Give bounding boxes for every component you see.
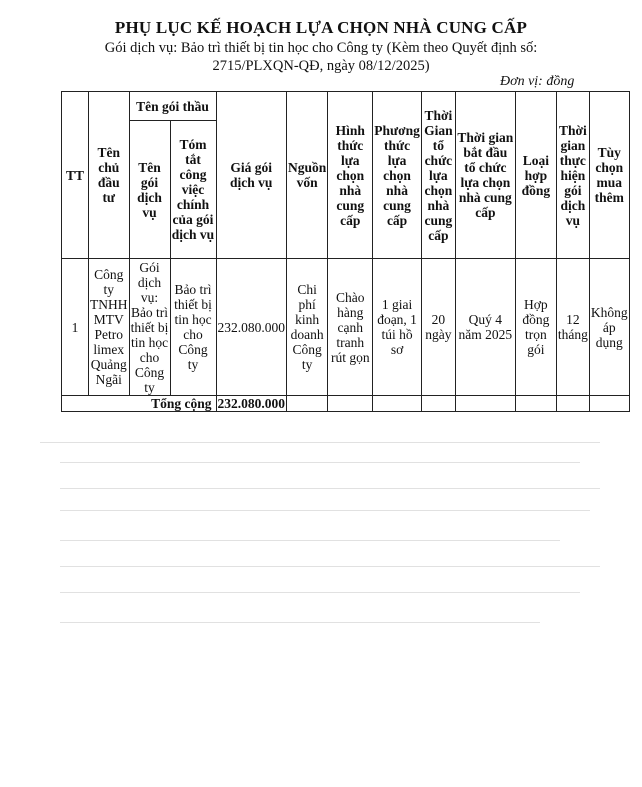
cell-price: 232.080.000 — [216, 259, 287, 396]
header-package-summary: Tóm tắt công việc chính của gói dịch vụ — [170, 121, 216, 259]
header-source: Nguồn vốn — [287, 92, 328, 259]
cell-option: Không áp dụng — [589, 259, 629, 396]
subtitle-line-1: Gói dịch vụ: Bảo trì thiết bị tin học cho Công ty (Kèm theo Quyết định số: — [104, 40, 538, 56]
table-row — [62, 259, 630, 396]
cell-form: Chào hàng cạnh tranh rút gọn — [328, 259, 373, 396]
bleed-through-line — [60, 462, 580, 463]
bleed-through-line — [60, 566, 600, 567]
page-title: PHỤ LỤC KẾ HOẠCH LỰA CHỌN NHÀ CUNG CẤP — [114, 18, 528, 37]
header-form: Hình thức lựa chọn nhà cung cấp — [328, 92, 373, 259]
cell-owner: Công ty TNHH MTV Petro limex Quảng Ngãi — [89, 259, 130, 396]
header-row-1 — [62, 92, 630, 121]
header-owner: Tên chủ đầu tư — [89, 92, 130, 259]
currency-unit: Đơn vị: đồng — [500, 74, 575, 89]
header-duration: Thời Gian tổ chức lựa chọn nhà cung cấp — [421, 92, 455, 259]
bleed-through-line — [60, 622, 540, 623]
header-package-group: Tên gói thầu — [129, 92, 216, 121]
bleed-through-line — [60, 592, 580, 593]
total-label: Tổng cộng — [62, 396, 217, 412]
cell-contract: Hợp đồng trọn gói — [515, 259, 556, 396]
header-method: Phương thức lựa chọn nhà cung cấp — [373, 92, 422, 259]
total-value: 232.080.000 — [217, 396, 285, 411]
header-start: Thời gian bắt đầu tổ chức lựa chọn nhà cung cấp — [455, 92, 515, 259]
header-price: Giá gói dịch vụ — [216, 92, 287, 259]
header-tt: TT — [62, 92, 89, 259]
cell-exec-time: 12 tháng — [556, 259, 589, 396]
bleed-through-line — [60, 540, 560, 541]
bleed-through-line — [60, 488, 600, 489]
bleed-through-line — [60, 510, 590, 511]
procurement-plan-table — [61, 91, 630, 412]
cell-method: 1 giai đoạn, 1 túi hồ sơ — [373, 259, 422, 396]
cell-start: Quý 4 năm 2025 — [455, 259, 515, 396]
header-option: Tùy chọn mua thêm — [589, 92, 629, 259]
bleed-through-line — [40, 442, 600, 443]
cell-tt: 1 — [62, 259, 89, 396]
header-contract: Loại hợp đồng — [515, 92, 556, 259]
subtitle-line-2: 2715/PLXQN-QĐ, ngày 08/12/2025) — [212, 58, 430, 74]
cell-package-name: Gói dịch vụ: Bảo trì thiết bị tin học cho Công ty — [130, 259, 169, 395]
header-exec-time: Thời gian thực hiện gói dịch vụ — [556, 92, 589, 259]
page-subtitle — [40, 39, 602, 75]
header-package-name: Tên gói dịch vụ — [129, 121, 170, 259]
cell-source: Chi phí kinh doanh Công ty — [287, 259, 328, 396]
cell-package-summary: Bảo trì thiết bị tin học cho Công ty — [170, 259, 216, 396]
cell-duration: 20 ngày — [421, 259, 455, 396]
total-row — [62, 396, 630, 412]
